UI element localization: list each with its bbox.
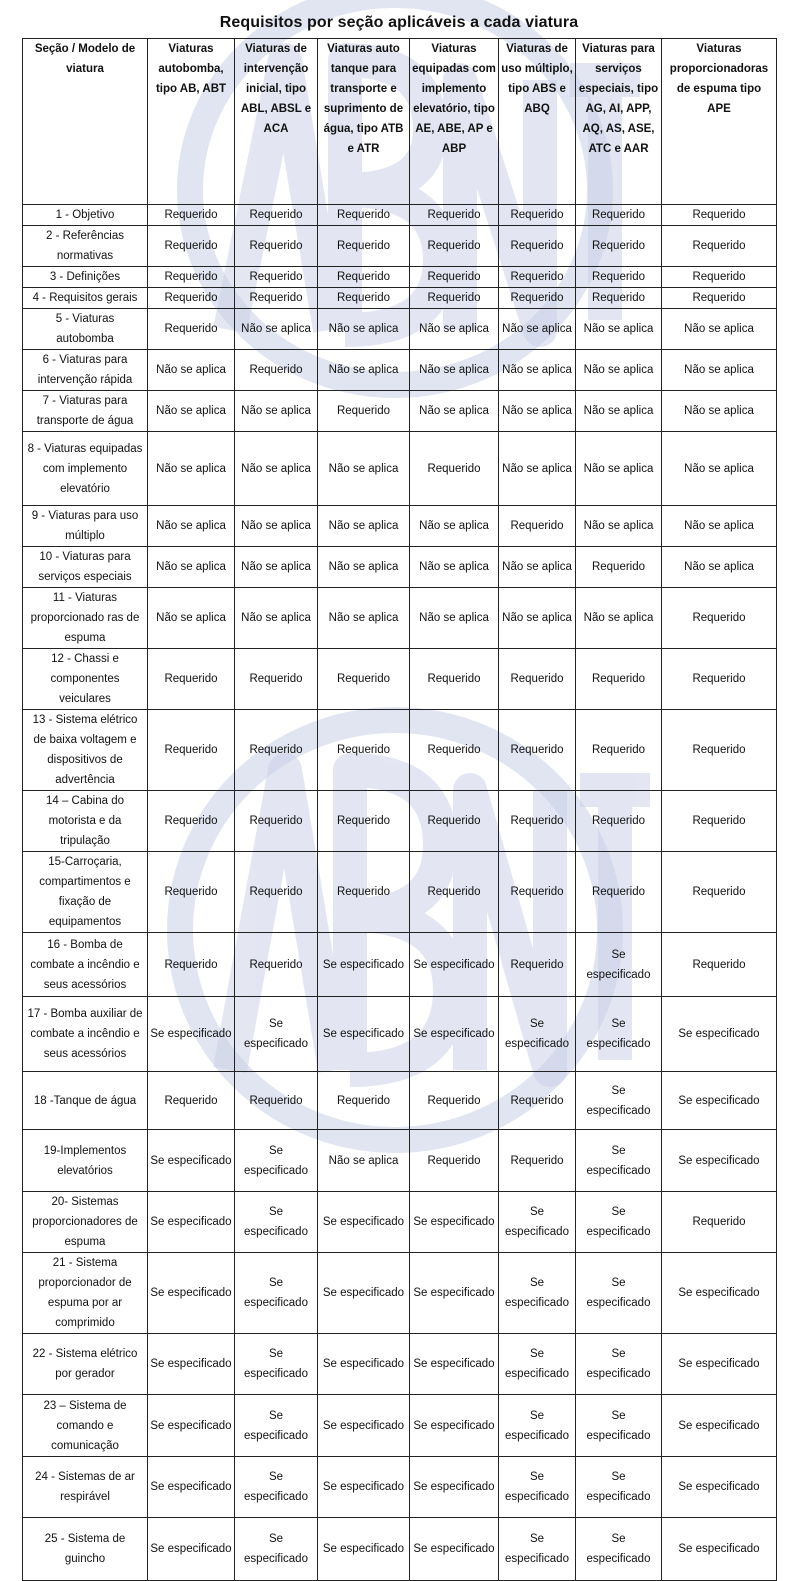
requirement-cell: Requerido	[318, 205, 410, 226]
requirement-cell: Não se aplica	[410, 547, 499, 588]
table-row	[23, 205, 777, 226]
requirement-cell: Requerido	[410, 432, 499, 506]
requirement-cell: Requerido	[148, 933, 235, 997]
requirement-cell: Se especificado	[410, 1253, 499, 1334]
table-row	[23, 852, 777, 933]
requirement-cell: Se especificado	[148, 1457, 235, 1518]
column-header: Seção / Modelo de viatura	[23, 39, 148, 205]
table-row	[23, 1130, 777, 1192]
section-cell: 9 - Viaturas para uso múltiplo	[23, 506, 148, 547]
requirement-cell: Requerido	[235, 852, 318, 933]
requirement-cell: Se especificado	[499, 1457, 576, 1518]
requirement-cell: Requerido	[235, 350, 318, 391]
requirement-cell: Requerido	[148, 267, 235, 288]
requirement-cell: Se especificado	[148, 1395, 235, 1457]
requirement-cell: Requerido	[499, 791, 576, 852]
requirement-cell: Não se aplica	[318, 588, 410, 649]
requirement-cell: Requerido	[235, 649, 318, 710]
requirement-cell: Não se aplica	[576, 350, 662, 391]
requirement-cell: Se especificado	[318, 933, 410, 997]
requirement-cell: Não se aplica	[499, 432, 576, 506]
document-page	[22, 8, 776, 1581]
requirement-cell: Requerido	[662, 226, 777, 267]
requirement-cell: Requerido	[235, 791, 318, 852]
requirement-cell: Se especificado	[662, 1518, 777, 1581]
section-cell: 3 - Definições	[23, 267, 148, 288]
requirement-cell: Requerido	[410, 649, 499, 710]
table-title: Requisitos por seção aplicáveis a cada viatura	[219, 14, 579, 31]
section-cell: 14 – Cabina do motorista e da tripulação	[23, 791, 148, 852]
table-row	[23, 1518, 777, 1581]
requirement-cell: Se especificado	[318, 1192, 410, 1253]
requirement-cell: Se especificado	[576, 933, 662, 997]
section-cell: 8 - Viaturas equipadas com implemento elevatório	[23, 432, 148, 506]
requirement-cell: Requerido	[235, 1072, 318, 1130]
requirement-cell: Não se aplica	[576, 391, 662, 432]
requirement-cell: Não se aplica	[148, 432, 235, 506]
requirement-cell: Requerido	[235, 267, 318, 288]
requirement-cell: Não se aplica	[499, 309, 576, 350]
requirement-cell: Requerido	[662, 791, 777, 852]
requirements-table	[22, 38, 777, 1581]
section-cell: 23 – Sistema de comando e comunicação	[23, 1395, 148, 1457]
requirement-cell: Não se aplica	[318, 309, 410, 350]
requirement-cell: Se especificado	[662, 1130, 777, 1192]
requirement-cell: Requerido	[410, 288, 499, 309]
requirement-cell: Não se aplica	[410, 391, 499, 432]
requirement-cell: Se especificado	[318, 1395, 410, 1457]
requirement-cell: Requerido	[410, 710, 499, 791]
requirement-cell: Requerido	[410, 267, 499, 288]
requirement-cell: Se especificado	[148, 1253, 235, 1334]
requirement-cell: Requerido	[576, 226, 662, 267]
requirement-cell: Requerido	[499, 1130, 576, 1192]
requirement-cell: Requerido	[499, 852, 576, 933]
requirement-cell: Requerido	[148, 852, 235, 933]
requirement-cell: Se especificado	[235, 1253, 318, 1334]
section-cell: 18 -Tanque de água	[23, 1072, 148, 1130]
section-cell: 5 - Viaturas autobomba	[23, 309, 148, 350]
requirement-cell: Requerido	[499, 710, 576, 791]
requirement-cell: Requerido	[499, 649, 576, 710]
requirement-cell: Se especificado	[499, 1192, 576, 1253]
requirement-cell: Não se aplica	[148, 547, 235, 588]
requirement-cell: Não se aplica	[235, 432, 318, 506]
requirement-cell: Requerido	[662, 288, 777, 309]
table-row	[23, 288, 777, 309]
requirement-cell: Não se aplica	[235, 547, 318, 588]
section-cell: 24 - Sistemas de ar respirável	[23, 1457, 148, 1518]
requirement-cell: Se especificado	[318, 1518, 410, 1581]
requirement-cell: Se especificado	[662, 1072, 777, 1130]
requirement-cell: Se especificado	[576, 1457, 662, 1518]
section-cell: 11 - Viaturas proporcionado ras de espuma	[23, 588, 148, 649]
requirement-cell: Não se aplica	[576, 588, 662, 649]
requirement-cell: Requerido	[662, 933, 777, 997]
requirement-cell: Não se aplica	[318, 432, 410, 506]
requirement-cell: Não se aplica	[499, 391, 576, 432]
requirement-cell: Se especificado	[410, 1457, 499, 1518]
table-row	[23, 1457, 777, 1518]
requirement-cell: Requerido	[499, 933, 576, 997]
requirement-cell: Se especificado	[318, 1334, 410, 1395]
requirement-cell: Não se aplica	[662, 391, 777, 432]
requirement-cell: Não se aplica	[148, 506, 235, 547]
requirement-cell: Requerido	[662, 710, 777, 791]
requirement-cell: Se especificado	[499, 997, 576, 1072]
column-header: Viaturas autobomba, tipo AB, ABT	[148, 39, 235, 205]
requirement-cell: Se especificado	[410, 933, 499, 997]
section-cell: 21 - Sistema proporcionador de espuma por ar comprimido	[23, 1253, 148, 1334]
requirement-cell: Requerido	[318, 288, 410, 309]
requirement-cell: Se especificado	[235, 1192, 318, 1253]
requirement-cell: Não se aplica	[318, 350, 410, 391]
requirement-cell: Requerido	[662, 267, 777, 288]
requirement-cell: Se especificado	[576, 1253, 662, 1334]
table-row	[23, 588, 777, 649]
requirement-cell: Não se aplica	[148, 391, 235, 432]
requirement-cell: Se especificado	[148, 1334, 235, 1395]
section-cell: 19-Implementos elevatórios	[23, 1130, 148, 1192]
requirement-cell: Se especificado	[148, 1192, 235, 1253]
section-cell: 4 - Requisitos gerais	[23, 288, 148, 309]
requirement-cell: Se especificado	[576, 1334, 662, 1395]
requirement-cell: Requerido	[499, 205, 576, 226]
requirement-cell: Se especificado	[410, 1395, 499, 1457]
table-row	[23, 506, 777, 547]
requirement-cell: Se especificado	[318, 997, 410, 1072]
requirement-cell: Não se aplica	[410, 350, 499, 391]
requirement-cell: Não se aplica	[499, 588, 576, 649]
requirement-cell: Não se aplica	[576, 506, 662, 547]
section-cell: 12 - Chassi e componentes veiculares	[23, 649, 148, 710]
column-header: Viaturas auto tanque para transporte e suprimento de água, tipo ATB e ATR	[318, 39, 410, 205]
requirement-cell: Se especificado	[662, 1334, 777, 1395]
requirement-cell: Não se aplica	[662, 350, 777, 391]
section-cell: 22 - Sistema elétrico por gerador	[23, 1334, 148, 1395]
requirement-cell: Requerido	[576, 710, 662, 791]
requirement-cell: Requerido	[235, 226, 318, 267]
requirement-cell: Requerido	[148, 649, 235, 710]
requirement-cell: Requerido	[148, 205, 235, 226]
column-header: Viaturas de intervenção inicial, tipo ABL, ABSL e ACA	[235, 39, 318, 205]
section-cell: 13 - Sistema elétrico de baixa voltagem e dispositivos de advertência	[23, 710, 148, 791]
requirement-cell: Se especificado	[148, 1518, 235, 1581]
requirement-cell: Requerido	[148, 791, 235, 852]
requirement-cell: Requerido	[662, 649, 777, 710]
requirement-cell: Não se aplica	[235, 506, 318, 547]
requirement-cell: Não se aplica	[235, 391, 318, 432]
requirement-cell: Requerido	[576, 791, 662, 852]
requirement-cell: Não se aplica	[410, 588, 499, 649]
requirement-cell: Se especificado	[235, 1457, 318, 1518]
requirement-cell: Se especificado	[499, 1334, 576, 1395]
requirement-cell: Requerido	[235, 205, 318, 226]
requirement-cell: Requerido	[148, 288, 235, 309]
requirement-cell: Requerido	[318, 649, 410, 710]
requirement-cell: Requerido	[662, 852, 777, 933]
requirement-cell: Se especificado	[235, 1334, 318, 1395]
requirement-cell: Não se aplica	[662, 547, 777, 588]
requirement-cell: Não se aplica	[148, 588, 235, 649]
table-row	[23, 309, 777, 350]
table-row	[23, 791, 777, 852]
requirement-cell: Se especificado	[499, 1395, 576, 1457]
requirement-cell: Se especificado	[148, 1130, 235, 1192]
requirement-cell: Não se aplica	[662, 309, 777, 350]
requirement-cell: Se especificado	[148, 997, 235, 1072]
requirement-cell: Requerido	[576, 852, 662, 933]
requirement-cell: Se especificado	[410, 997, 499, 1072]
requirement-cell: Se especificado	[410, 1192, 499, 1253]
requirement-cell: Se especificado	[235, 997, 318, 1072]
requirement-cell: Não se aplica	[499, 350, 576, 391]
table-row	[23, 350, 777, 391]
requirement-cell: Se especificado	[235, 1130, 318, 1192]
requirement-cell: Requerido	[662, 1192, 777, 1253]
requirement-cell: Se especificado	[662, 1253, 777, 1334]
requirement-cell: Requerido	[235, 933, 318, 997]
requirement-cell: Requerido	[318, 1072, 410, 1130]
requirement-cell: Se especificado	[576, 1130, 662, 1192]
requirement-cell: Não se aplica	[148, 350, 235, 391]
table-header-row	[23, 39, 777, 205]
table-row	[23, 1334, 777, 1395]
requirement-cell: Se especificado	[662, 1457, 777, 1518]
requirement-cell: Se especificado	[235, 1518, 318, 1581]
table-row	[23, 1072, 777, 1130]
table-row	[23, 997, 777, 1072]
requirement-cell: Requerido	[499, 267, 576, 288]
section-cell: 7 - Viaturas para transporte de água	[23, 391, 148, 432]
requirement-cell: Se especificado	[576, 1192, 662, 1253]
requirement-cell: Se especificado	[410, 1334, 499, 1395]
requirement-cell: Não se aplica	[662, 432, 777, 506]
requirement-cell: Não se aplica	[235, 309, 318, 350]
requirement-cell: Se especificado	[318, 1457, 410, 1518]
requirement-cell: Requerido	[410, 226, 499, 267]
requirement-cell: Requerido	[576, 288, 662, 309]
requirement-cell: Se especificado	[576, 1072, 662, 1130]
section-cell: 2 - Referências normativas	[23, 226, 148, 267]
table-row	[23, 267, 777, 288]
requirement-cell: Não se aplica	[410, 506, 499, 547]
requirement-cell: Não se aplica	[318, 1130, 410, 1192]
requirement-cell: Requerido	[499, 506, 576, 547]
requirement-cell: Não se aplica	[318, 547, 410, 588]
requirement-cell: Se especificado	[499, 1253, 576, 1334]
requirement-cell: Requerido	[148, 710, 235, 791]
requirement-cell: Requerido	[318, 710, 410, 791]
requirement-cell: Requerido	[318, 226, 410, 267]
requirement-cell: Se especificado	[410, 1518, 499, 1581]
requirement-cell: Requerido	[499, 226, 576, 267]
column-header: Viaturas proporcionadoras de espuma tipo APE	[662, 39, 777, 205]
requirement-cell: Requerido	[410, 1072, 499, 1130]
requirement-cell: Não se aplica	[662, 506, 777, 547]
requirement-cell: Requerido	[318, 391, 410, 432]
table-row	[23, 391, 777, 432]
requirement-cell: Requerido	[499, 288, 576, 309]
requirement-cell: Requerido	[148, 309, 235, 350]
requirement-cell: Se especificado	[499, 1518, 576, 1581]
requirement-cell: Requerido	[410, 205, 499, 226]
requirement-cell: Requerido	[576, 205, 662, 226]
column-header: Viaturas para serviços especiais, tipo AG, AI, APP, AQ, AS, ASE, ATC e AAR	[576, 39, 662, 205]
section-cell: 25 - Sistema de guincho	[23, 1518, 148, 1581]
requirement-cell: Requerido	[235, 710, 318, 791]
requirement-cell: Requerido	[410, 1130, 499, 1192]
requirement-cell: Requerido	[576, 547, 662, 588]
section-cell: 17 - Bomba auxiliar de combate a incêndio e seus acessórios	[23, 997, 148, 1072]
requirement-cell: Não se aplica	[235, 588, 318, 649]
section-cell: 10 - Viaturas para serviços especiais	[23, 547, 148, 588]
requirement-cell: Não se aplica	[576, 309, 662, 350]
requirement-cell: Requerido	[662, 205, 777, 226]
requirement-cell: Requerido	[576, 649, 662, 710]
requirement-cell: Se especificado	[576, 1518, 662, 1581]
requirement-cell: Requerido	[318, 852, 410, 933]
table-row	[23, 1253, 777, 1334]
requirement-cell: Requerido	[662, 588, 777, 649]
table-row	[23, 649, 777, 710]
section-cell: 6 - Viaturas para intervenção rápida	[23, 350, 148, 391]
requirement-cell: Não se aplica	[499, 547, 576, 588]
table-row	[23, 226, 777, 267]
table-row	[23, 432, 777, 506]
requirement-cell: Requerido	[148, 1072, 235, 1130]
section-cell: 1 - Objetivo	[23, 205, 148, 226]
column-header: Viaturas equipadas com implemento elevatório, tipo AE, ABE, AP e ABP	[410, 39, 499, 205]
requirement-cell: Não se aplica	[576, 432, 662, 506]
column-header: Viaturas de uso múltiplo, tipo ABS e ABQ	[499, 39, 576, 205]
requirement-cell: Se especificado	[662, 997, 777, 1072]
requirement-cell: Requerido	[235, 288, 318, 309]
requirement-cell: Se especificado	[576, 997, 662, 1072]
requirement-cell: Se especificado	[318, 1253, 410, 1334]
requirement-cell: Requerido	[318, 267, 410, 288]
section-cell: 15-Carroçaria, compartimentos e fixação de equipamentos	[23, 852, 148, 933]
requirement-cell: Requerido	[576, 267, 662, 288]
section-cell: 20- Sistemas proporcionadores de espuma	[23, 1192, 148, 1253]
table-row	[23, 933, 777, 997]
table-row	[23, 1395, 777, 1457]
requirement-cell: Requerido	[410, 791, 499, 852]
table-row	[23, 710, 777, 791]
table-row	[23, 547, 777, 588]
requirement-cell: Se especificado	[235, 1395, 318, 1457]
requirement-cell: Se especificado	[576, 1395, 662, 1457]
requirement-cell: Não se aplica	[318, 506, 410, 547]
requirement-cell: Não se aplica	[410, 309, 499, 350]
requirement-cell: Se especificado	[662, 1395, 777, 1457]
requirement-cell: Requerido	[410, 852, 499, 933]
section-cell: 16 - Bomba de combate a incêndio e seus acessórios	[23, 933, 148, 997]
table-row	[23, 1192, 777, 1253]
requirement-cell: Requerido	[148, 226, 235, 267]
requirement-cell: Requerido	[499, 1072, 576, 1130]
requirement-cell: Requerido	[318, 791, 410, 852]
